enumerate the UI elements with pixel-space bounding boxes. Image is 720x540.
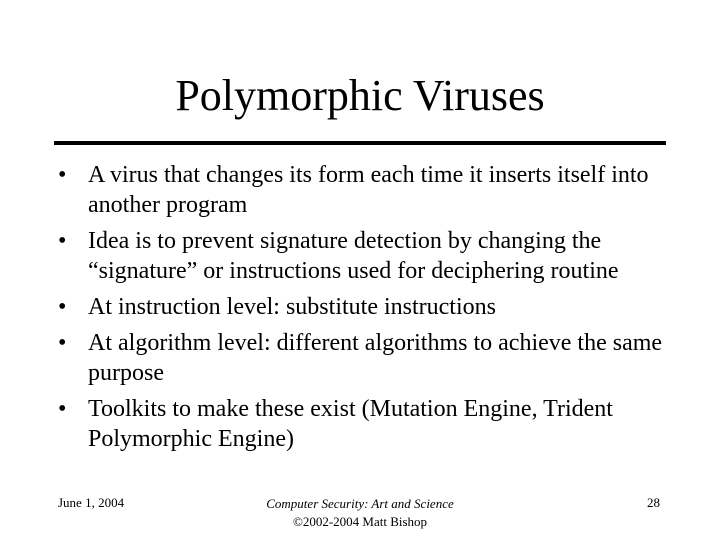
bullet-icon: •	[58, 330, 67, 356]
bullet-list	[58, 160, 668, 460]
bullet-icon: •	[58, 162, 67, 188]
bullet-text: Idea is to prevent signature detection by changing the “signature” or instructions used for deciphering routine	[88, 228, 619, 284]
footer-book-title: Computer Security: Art and Science	[266, 496, 454, 511]
bullet-item	[58, 328, 668, 388]
bullet-icon: •	[58, 396, 67, 422]
bullet-text: At instruction level: substitute instructions	[88, 294, 496, 320]
title-divider	[54, 141, 666, 145]
footer-credit	[210, 495, 510, 531]
slide-title: Polymorphic Viruses	[175, 71, 545, 120]
bullet-text: A virus that changes its form each time it inserts itself into another program	[88, 162, 649, 218]
bullet-icon: •	[58, 294, 67, 320]
bullet-item	[58, 292, 668, 322]
footer-date: June 1, 2004	[58, 495, 125, 510]
bullet-text: At algorithm level: different algorithms to achieve the same purpose	[88, 330, 663, 386]
bullet-item	[58, 226, 668, 286]
bullet-text: Toolkits to make these exist (Mutation Engine, Trident Polymorphic Engine)	[88, 396, 613, 452]
footer-copyright: ©2002-2004 Matt Bishop	[292, 514, 428, 529]
bullet-icon: •	[58, 228, 67, 254]
bullet-item	[58, 394, 668, 454]
bullet-item	[58, 160, 668, 220]
page-number: 28	[647, 495, 660, 510]
